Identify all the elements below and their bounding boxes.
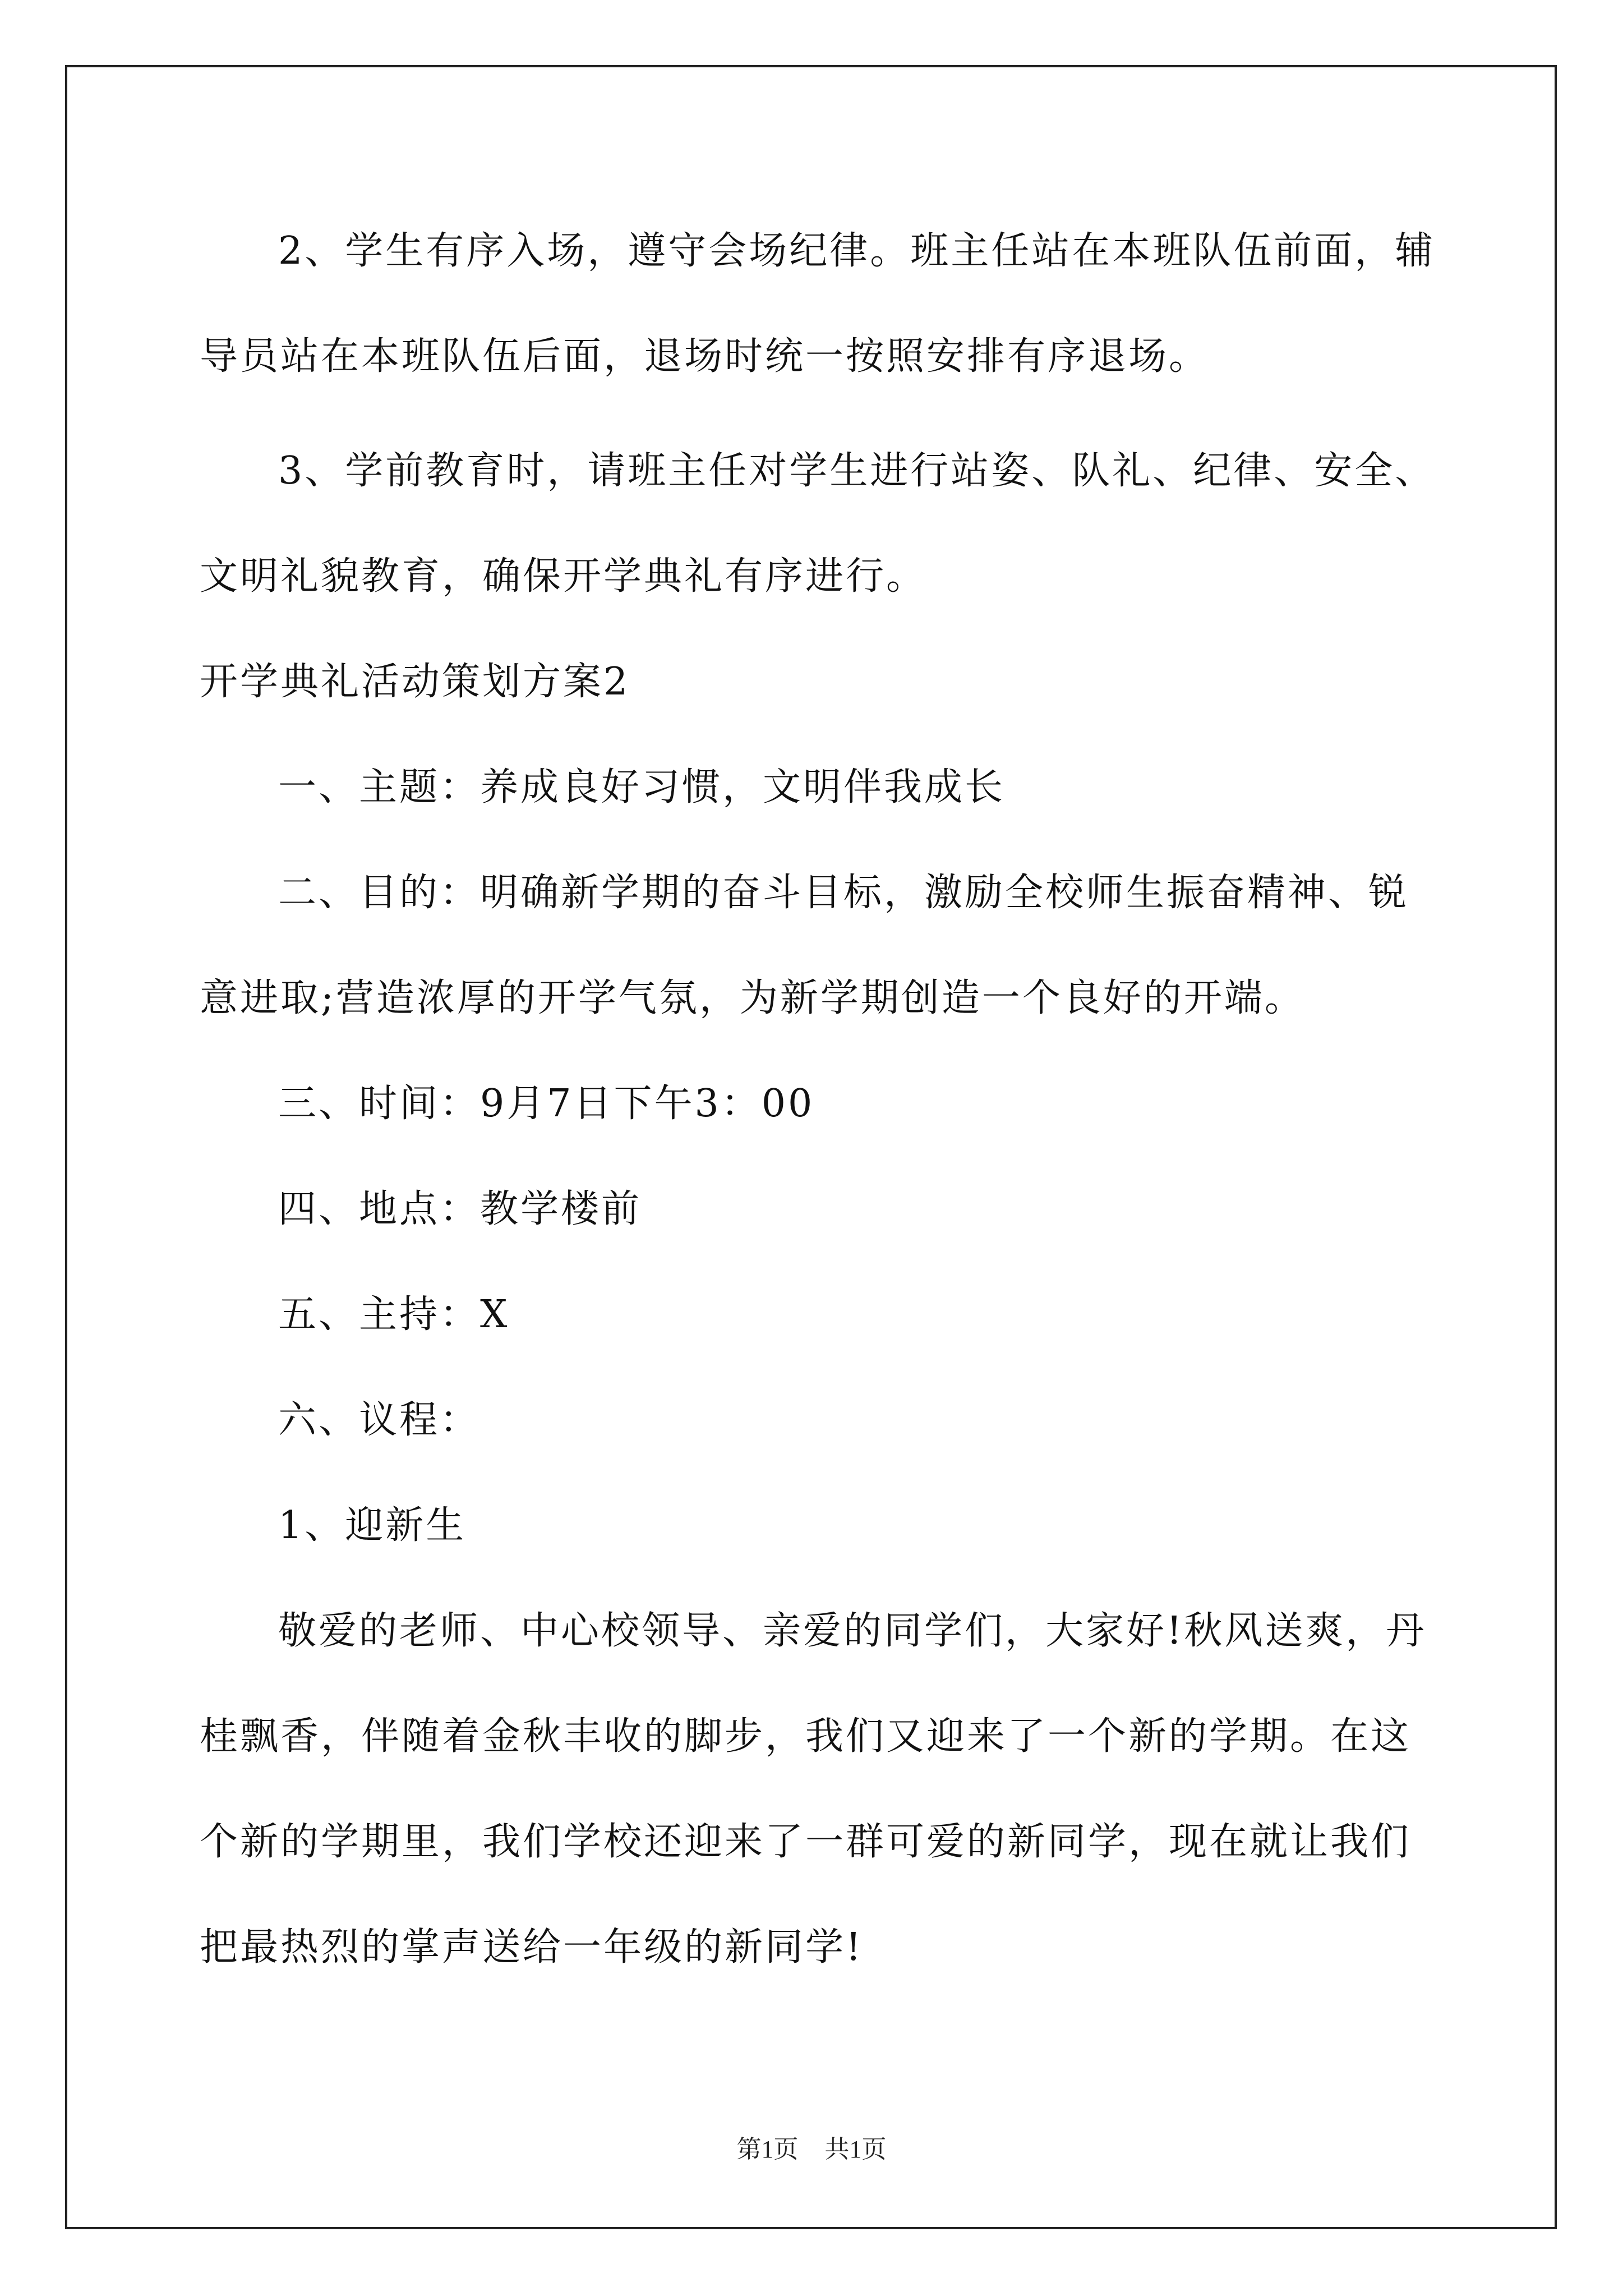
paragraph-line: 1、迎新生 (278, 1503, 467, 1548)
page-border (65, 65, 1557, 2229)
paragraph-line: 个新的学期里，我们学校还迎来了一群可爱的新同学，现在就让我们 (200, 1820, 1412, 1864)
paragraph-line: 一、主题：养成良好习惯，文明伴我成长 (278, 765, 1006, 809)
paragraph-line: 3、学前教育时，请班主任对学生进行站姿、队礼、纪律、安全、 (278, 449, 1436, 493)
paragraph-line: 导员站在本班队伍后面，退场时统一按照安排有序退场。 (200, 334, 1210, 379)
paragraph-line: 三、时间：9月7日下午3：00 (278, 1082, 815, 1126)
paragraph-line: 意进取;营造浓厚的开学气氛，为新学期创造一个良好的开端。 (200, 976, 1305, 1020)
section-heading: 开学典礼活动策划方案2 (200, 660, 630, 704)
page-number: 第1页 (736, 2136, 799, 2163)
page-footer (0, 2129, 1623, 2165)
page-total: 共1页 (824, 2136, 887, 2163)
paragraph-line: 文明礼貌教育，确保开学典礼有序进行。 (200, 554, 927, 599)
paragraph-line: 把最热烈的掌声送给一年级的新同学! (200, 1925, 864, 1970)
paragraph-line: 五、主持：X (278, 1292, 510, 1337)
paragraph-line: 二、目的：明确新学期的奋斗目标，激励全校师生振奋精神、锐 (278, 871, 1409, 915)
paragraph-line: 四、地点：教学楼前 (278, 1187, 642, 1231)
paragraph-line: 敬爱的老师、中心校领导、亲爱的同学们，大家好!秋风送爽，丹 (278, 1609, 1427, 1653)
paragraph-line: 六、议程： (278, 1398, 481, 1442)
paragraph-line: 2、学生有序入场，遵守会场纪律。班主任站在本班队伍前面，辅 (278, 229, 1436, 273)
paragraph-line: 桂飘香，伴随着金秋丰收的脚步，我们又迎来了一个新的学期。在这 (200, 1714, 1412, 1759)
